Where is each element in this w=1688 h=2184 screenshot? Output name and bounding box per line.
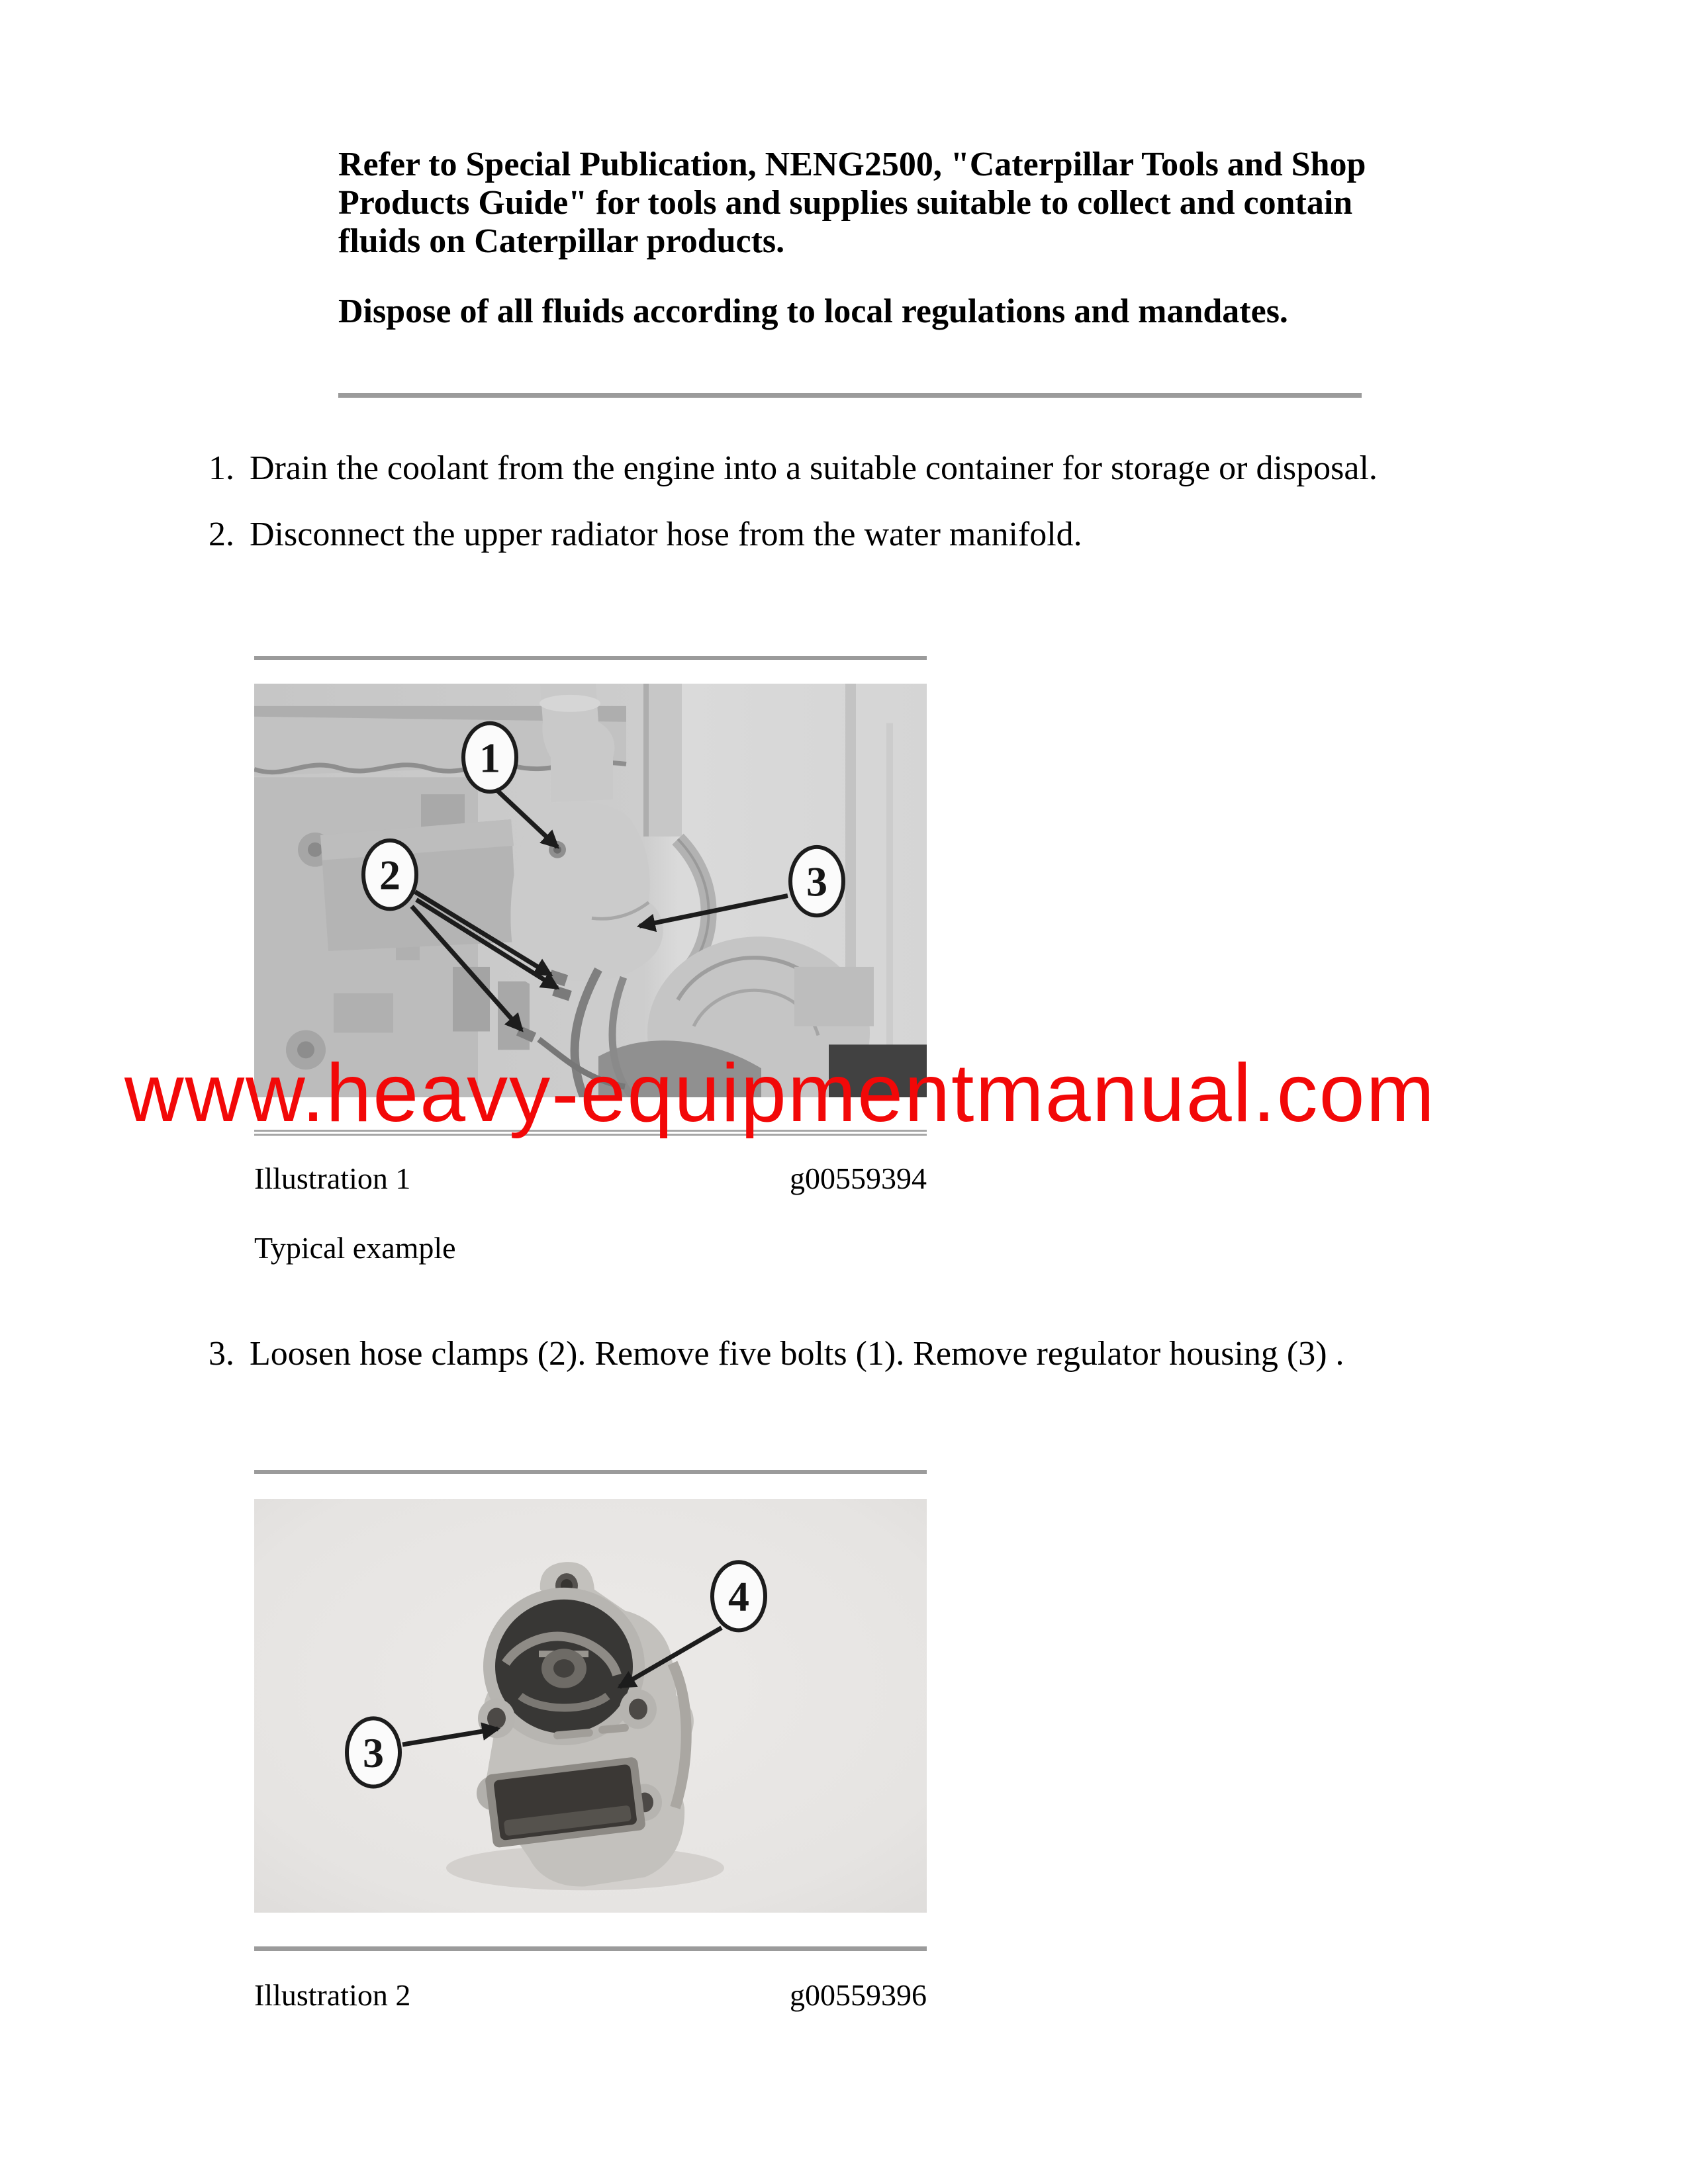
callout-number: 2	[379, 851, 400, 899]
callout-number: 3	[362, 1729, 385, 1776]
figure2-caption	[254, 1978, 927, 2013]
regulator-housing-photo	[254, 1499, 927, 1913]
step-number: 3.	[209, 1335, 234, 1373]
callout-housing-3	[790, 847, 843, 916]
step-number: 1.	[209, 449, 234, 487]
figure1-note: Typical example	[254, 1231, 456, 1265]
callout-number: 4	[727, 1572, 750, 1620]
figure-code: g00559394	[790, 1161, 927, 1195]
notice-paragraph-dispose	[338, 293, 1288, 331]
section-divider	[338, 393, 1362, 398]
step-text: Loosen hose clamps (2). Remove five bolts (1). Remove regulator housing (3) .	[250, 1335, 1344, 1373]
step-number: 2.	[209, 516, 234, 553]
figure-code: g00559396	[790, 1978, 927, 2012]
figure2-top-divider	[254, 1470, 927, 1474]
step-item-1	[209, 449, 1378, 488]
figure1-caption	[254, 1161, 927, 1196]
engine-regulator-photo	[254, 684, 927, 1097]
step-item-3	[209, 1335, 1344, 1373]
figure2-bottom-divider	[254, 1946, 927, 1951]
notice-line: fluids on Caterpillar products.	[338, 222, 785, 260]
step-text: Disconnect the upper radiator hose from the water manifold.	[250, 516, 1082, 553]
step-item-2	[209, 516, 1082, 554]
callout-clamps-2	[363, 841, 416, 909]
notice-line: Refer to Special Publication, NENG2500, "Caterpillar Tools and Shop	[338, 146, 1366, 183]
figure1-photo	[254, 684, 927, 1097]
callout-bolts-1	[463, 723, 516, 792]
notice-line: Dispose of all fluids according to local regulations and mandates.	[338, 293, 1288, 330]
callout-number: 3	[806, 858, 827, 905]
notice-line: Products Guide" for tools and supplies suitable to collect and contain	[338, 184, 1353, 222]
site-watermark: www.heavy-equipmentmanual.com	[124, 1048, 1436, 1139]
callout-housing-3	[347, 1718, 400, 1786]
figure-label: Illustration 2	[254, 1978, 411, 2012]
callout-seat-4	[712, 1562, 765, 1630]
step-text: Drain the coolant from the engine into a suitable container for storage or disposal.	[250, 449, 1378, 487]
figure2-photo	[254, 1499, 927, 1913]
callout-number: 1	[479, 734, 500, 782]
notice-paragraph-tools	[338, 146, 1366, 261]
figure-label: Illustration 1	[254, 1161, 411, 1195]
figure1-top-divider	[254, 656, 927, 660]
